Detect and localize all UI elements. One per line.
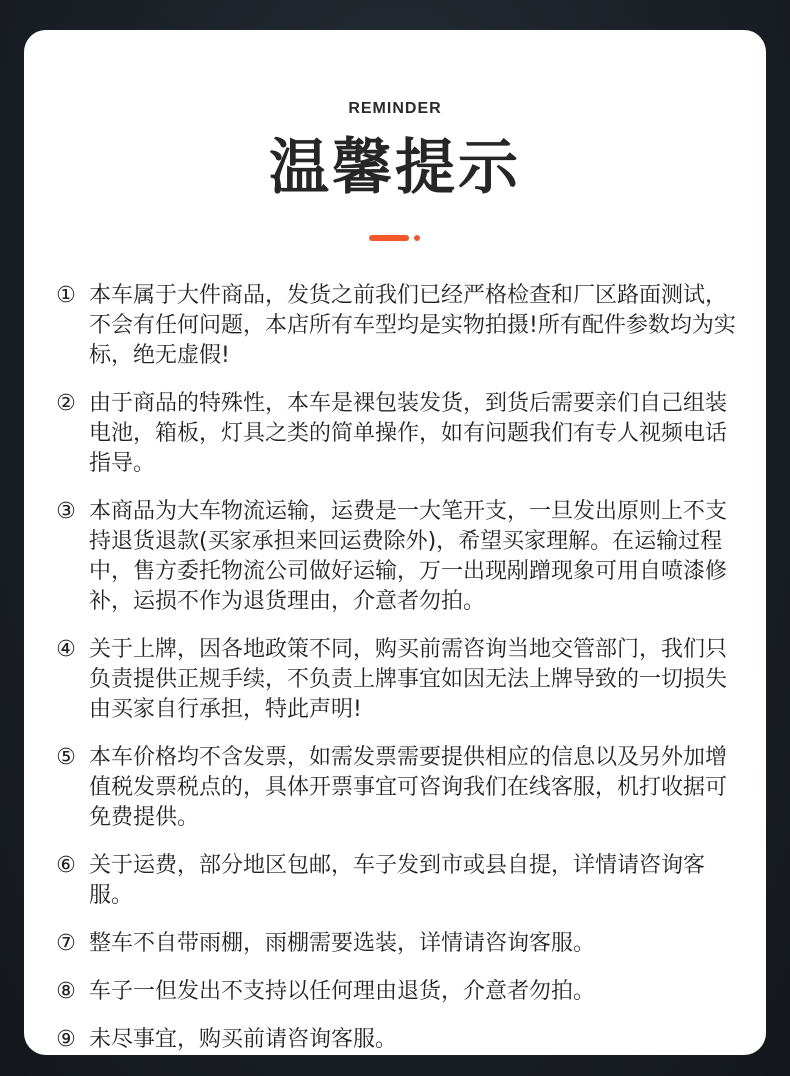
- notice-item-3: [49, 497, 749, 617]
- reminder-card: [24, 30, 766, 1055]
- notice-item-7: [49, 929, 749, 959]
- item-text: 由于商品的特殊性，本车是裸包装发货，到货后需要亲们自己组装电池，箱板，灯具之类的简单操作，如有问题我们有专人视频电话指导。: [89, 391, 728, 476]
- item-text: 未尽事宜，购买前请咨询客服。: [89, 1027, 398, 1052]
- item-number: ⑧: [56, 979, 76, 1004]
- item-text: 本车属于大件商品，发货之前我们已经严格检查和厂区路面测试，不会有任何问题，本店所有车型均是实物拍摄!所有配件参数均为实标，绝无虚假!: [89, 283, 736, 368]
- item-number: ⑥: [56, 853, 76, 878]
- accent-dot: [414, 235, 420, 241]
- reminder-subtitle: REMINDER: [348, 100, 442, 117]
- notice-item-2: [49, 389, 749, 479]
- item-number: ⑦: [56, 931, 76, 956]
- item-text: 关于运费，部分地区包邮，车子发到市或县自提，详情请咨询客服。: [89, 853, 706, 908]
- notice-item-8: [49, 977, 749, 1007]
- item-number: ⑤: [56, 745, 76, 770]
- notice-item-1: [49, 281, 749, 371]
- item-text: 车子一但发出不支持以任何理由退货，介意者勿拍。: [89, 979, 596, 1004]
- page-title: 温馨提示: [269, 133, 521, 203]
- item-text: 关于上牌，因各地政策不同，购买前需咨询当地交管部门，我们只负责提供正规手续，不负责上牌事宜如因无法上牌导致的一切损失由买家自行承担，特此声明!: [89, 637, 728, 722]
- item-text: 整车不自带雨棚，雨棚需要选装，详情请咨询客服。: [89, 931, 596, 956]
- accent-divider: [369, 235, 421, 243]
- item-number: ③: [56, 499, 76, 524]
- item-number: ①: [56, 283, 76, 308]
- notice-list: [49, 281, 749, 1073]
- notice-item-9: [49, 1025, 749, 1055]
- item-number: ②: [56, 391, 76, 416]
- notice-item-6: [49, 851, 749, 911]
- item-text: 本商品为大车物流运输，运费是一大笔开支，一旦发出原则上不支持退货退款(买家承担来回运费除外)，希望买家理解。在运输过程中，售方委托物流公司做好运输，万一出现剐蹭现象可用自喷漆修补，运损不作为退货理由，介意者勿拍。: [89, 499, 728, 614]
- item-text: 本车价格均不含发票，如需发票需要提供相应的信息以及另外加增值税发票税点的，具体开票事宜可咨询我们在线客服，机打收据可免费提供。: [89, 745, 728, 830]
- accent-bar: [369, 235, 409, 241]
- item-number: ⑨: [56, 1027, 76, 1052]
- notice-item-4: [49, 635, 749, 725]
- notice-item-5: [49, 743, 749, 833]
- item-number: ④: [56, 637, 76, 662]
